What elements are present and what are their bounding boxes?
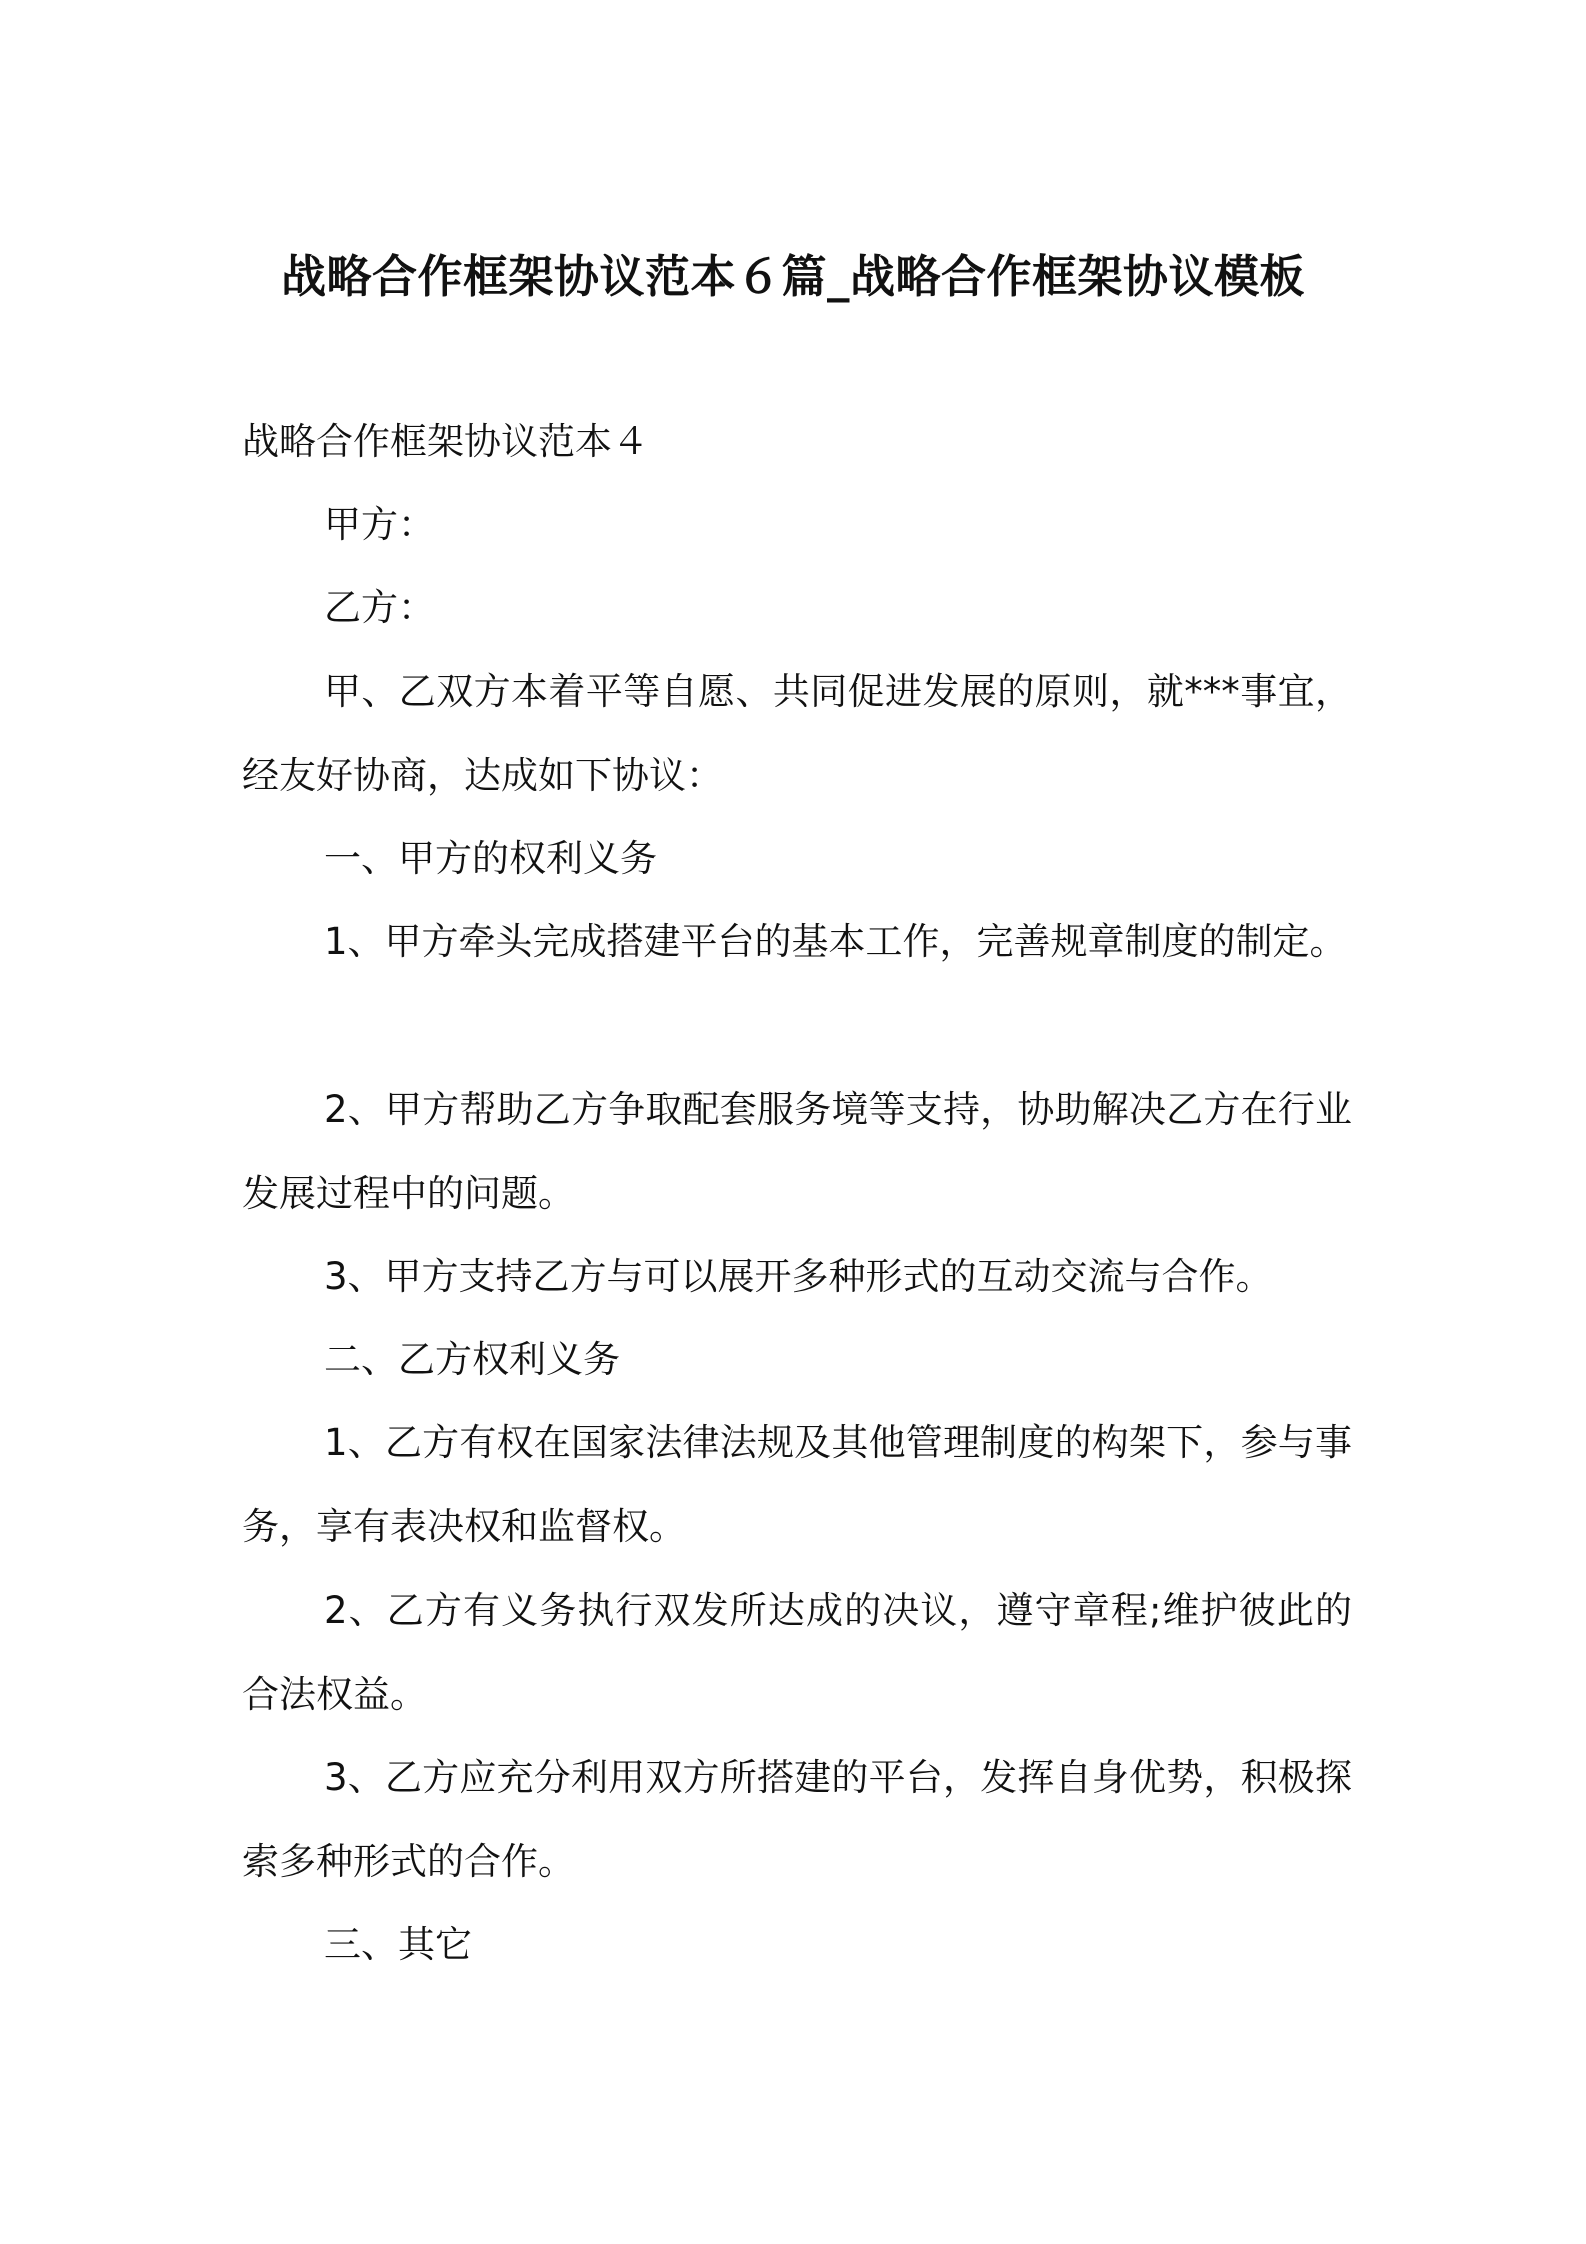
party-a-line: 甲方： — [324, 503, 435, 546]
section-heading-party-a: 一、甲方的权利义务 — [324, 837, 657, 880]
party-b-clause-3: 3、乙方应充分利用双方所搭建的平台，发挥自身优势，积极探索多种形式的合作。 — [242, 1756, 1352, 1883]
party-a-clause-3: 3、甲方支持乙方与可以展开多种形式的互动交流与合作。 — [324, 1255, 1273, 1298]
document-title: 战略合作框架协议范本６篇_战略合作框架协议模板 — [280, 250, 1305, 304]
agreement-preamble: 甲、乙双方本着平等自愿、共同促进发展的原则，就***事宜，经友好协商，达成如下协议： — [242, 670, 1352, 797]
party-a-clause-2: 2、甲方帮助乙方争取配套服务境等支持，协助解决乙方在行业发展过程中的问题。 — [242, 1088, 1352, 1215]
section-heading-party-b: 二、乙方权利义务 — [324, 1338, 620, 1381]
party-b-line: 乙方： — [324, 586, 435, 629]
party-b-clause-1: 1、乙方有权在国家法律法规及其他管理制度的构架下，参与事务，享有表决权和监督权。 — [242, 1421, 1352, 1548]
party-a-clause-1: 1、甲方牵头完成搭建平台的基本工作，完善规章制度的制定。 — [324, 920, 1347, 963]
section-heading-other: 三、其它 — [324, 1923, 472, 1966]
document-subtitle: 战略合作框架协议范本４ — [242, 420, 649, 463]
party-b-clause-2: 2、乙方有义务执行双发所达成的决议，遵守章程;维护彼此的合法权益。 — [242, 1589, 1352, 1716]
